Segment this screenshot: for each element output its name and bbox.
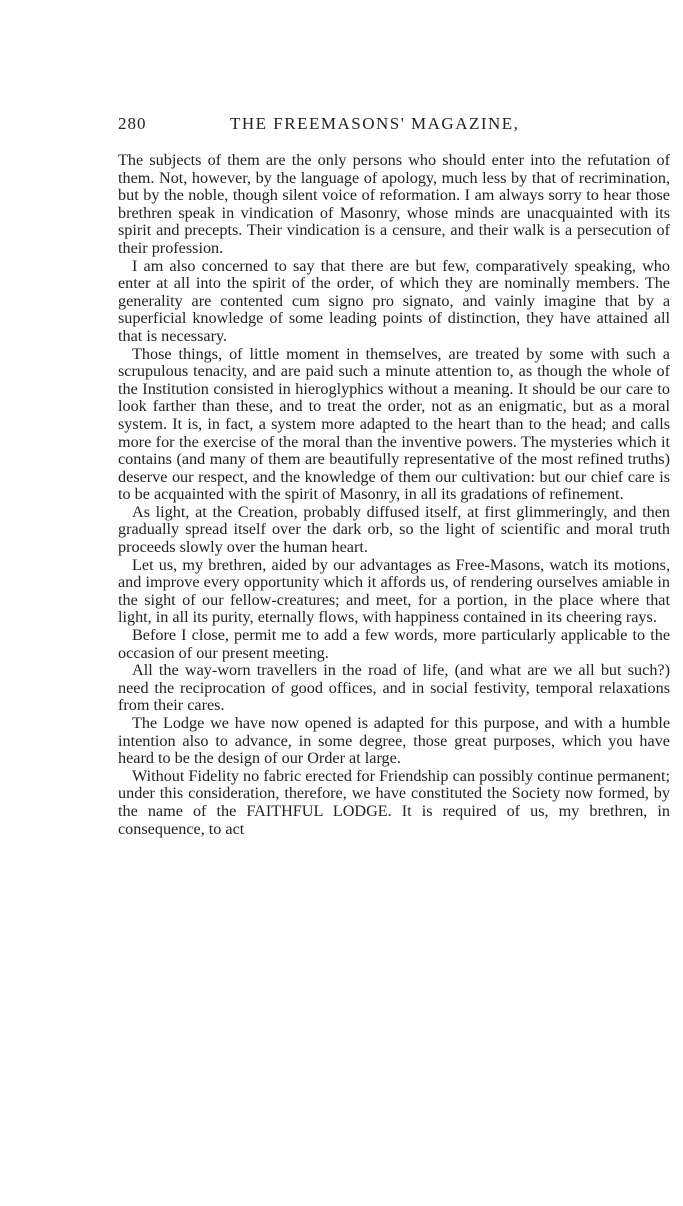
paragraph: Those things, of little moment in themselves, are treated by some with such a scrupulous tenacity, and are paid such a minute attention to, as though the whole of the Institution consisted in hieroglyphics without a meaning. It should be our care to look farther than these, and to treat the order, not as an enigmatic, but as a moral system. It is, in fact, a system more adapted to the heart than to the head; and calls more for the exercise of the moral than the inventive powers. The mysteries which it contains (and many of them are beautifully representative of the most refined truths) deserve our respect, and the knowledge of them our cultivation: but our chief care is to be acquainted with the spirit of Masonry, in all its gradations of refinement. <box>118 344 670 504</box>
paragraph: The Lodge we have now opened is adapted for this purpose, and with a humble intention also to advance, in some degree, those great purposes, which you have heard to be the design of our Order at large. <box>118 714 670 768</box>
paragraph: All the way-worn travellers in the road of life, (and what are we all but such?) need the reciprocation of good offices, and in social festivity, temporal relaxations from their cares. <box>118 661 670 715</box>
paragraph: Let us, my brethren, aided by our advantages as Free-Masons, watch its motions, and improve every opportunity which it affords us, of rendering ourselves amiable in the sight of our fellow-creatures; and meet, for a portion, in the place where that light, in all its purity, eternally flows, with happiness contained in its cheering rays. <box>118 555 670 627</box>
page-number: 280 <box>118 114 147 133</box>
page-header <box>118 114 678 138</box>
running-title: THE FREEMASONS' MAGAZINE, <box>230 114 520 133</box>
paragraph: As light, at the Creation, probably diffused itself, at first glimmeringly, and then gradually spread itself over the dark orb, so the light of scientific and moral truth proceeds slowly over the human heart. <box>118 502 670 557</box>
paragraph: Without Fidelity no fabric erected for Friendship can possibly continue permanent; under this consideration, therefore, we have constituted the Society now formed, by the name of the FAITHFUL LODGE. It is required of us, my brethren, in consequence, to act <box>118 766 670 838</box>
paragraph: I am also concerned to say that there are but few, comparatively speaking, who enter at all into the spirit of the order, of which they are nominally members. The generality are contented cum signo pro signato, and vainly imagine that by a superficial knowledge of some leading points of distinction, they have attained all that is necessary. <box>118 256 670 345</box>
paragraph: Before I close, permit me to add a few words, more particularly applicable to the occasion of our present meeting. <box>118 626 670 662</box>
paragraph: The subjects of them are the only persons who should enter into the refutation of them. Not, however, by the language of apology, much less by that of recrimination, but by the noble, though silent voice of reformation. I am always sorry to hear those brethren speak in vindication of Masonry, whose minds are unacquainted with its spirit and precepts. Their vindication is a censure, and their walk is a persecution of their profession. <box>118 151 670 257</box>
article-body <box>118 152 670 838</box>
